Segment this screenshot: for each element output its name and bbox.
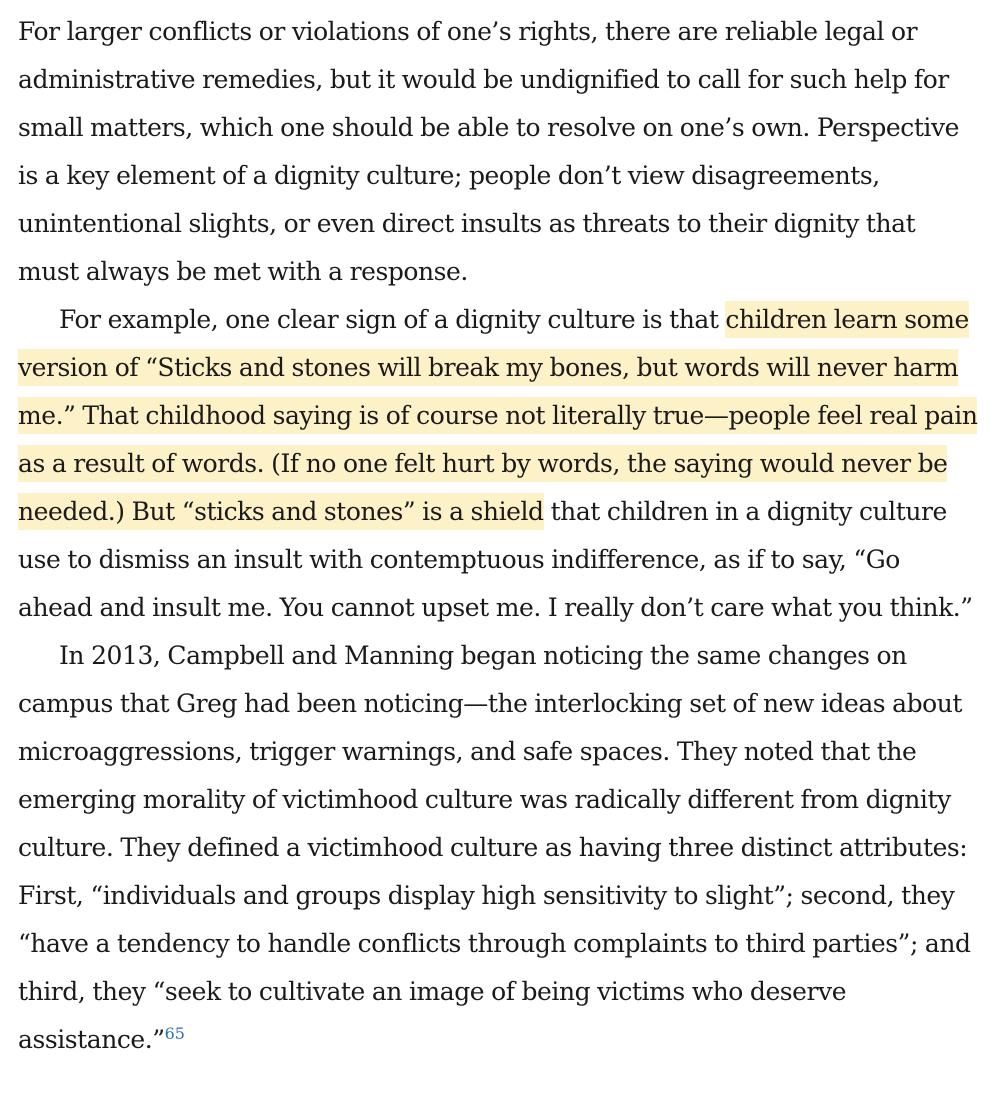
- highlighted-passage[interactable]: children learn some version of “Sticks and stones will break my bones, but words will never harm me.” That childhood saying is of course not literally true—people feel real pain as a result of words. (If no one felt hurt by words, the saying would never be needed.) But “sticks and stones” is a shield: [18, 301, 977, 530]
- paragraph-2: [18, 296, 980, 632]
- paragraph-3: [18, 632, 980, 1064]
- paragraph-2-text-after: that children in a dignity culture use to dismiss an insult with contemptuous indifference, as if to say, “Go ahead and insult me. You cannot upset me. I really don’t care what you think.”: [18, 497, 973, 622]
- footnote-link[interactable]: 65: [164, 1024, 185, 1043]
- paragraph-2-text-before: For example, one clear sign of a dignity culture is that: [59, 305, 726, 334]
- paragraph-1: [18, 8, 980, 296]
- paragraph-3-text: In 2013, Campbell and Manning began noticing the same changes on campus that Greg had been noticing—the interlocking set of new ideas about microaggressions, trigger warnings, and safe spaces. They noted that the emerging morality of victimhood culture was radically different from dignity culture. They defined a victimhood culture as having three distinct attributes: First, “individuals and groups display high sensitivity to slight”; second, they “have a tendency to handle conflicts through complaints to third parties”; and third, they “seek to cultivate an image of being victims who deserve assistance.”: [18, 641, 971, 1054]
- paragraph-1-text: For larger conflicts or violations of one’s rights, there are reliable legal or administrative remedies, but it would be undignified to call for such help for small matters, which one should be able to resolve on one’s own. Perspective is a key element of a dignity culture; people don’t view disagreements, unintentional slights, or even direct insults as threats to their dignity that must always be met with a response.: [18, 17, 959, 286]
- reader-page: [18, 8, 980, 1064]
